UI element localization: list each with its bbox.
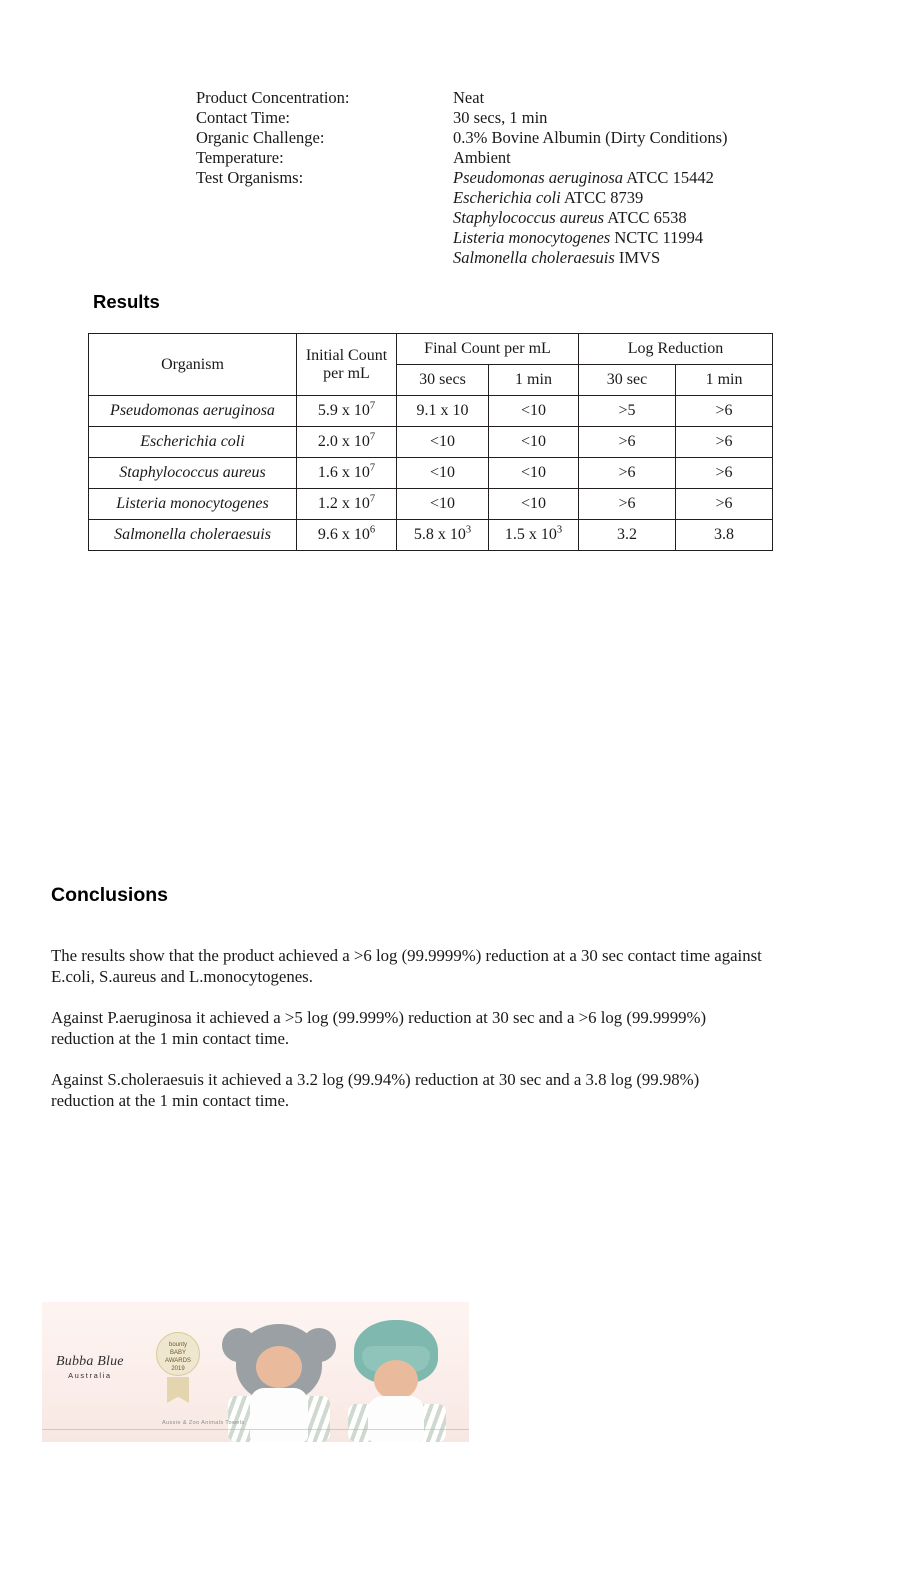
header-final-30secs: 30 secs [397, 365, 489, 396]
baby-body [368, 1396, 424, 1442]
header-initial-count-line1: Initial Count [305, 346, 388, 364]
parameter-value: 30 secs, 1 min [453, 108, 548, 127]
header-final-1min: 1 min [489, 365, 579, 396]
table-row [89, 520, 773, 551]
award-line-4: 2019 [171, 1366, 185, 1372]
test-organism-entry [453, 228, 856, 248]
test-parameters [196, 88, 856, 268]
test-organism-entry [453, 208, 856, 228]
cell-final-1min [489, 458, 579, 489]
conclusion-paragraph-1: The results show that the product achieved a >6 log (99.9999%) reduction at a 30 sec contact time against E.coli, S.aureus and L.monocytogenes. [51, 945, 762, 987]
parameter-value: Neat [453, 88, 485, 107]
cell-final-1min [489, 520, 579, 551]
cell-log-1min: 3.8 [676, 520, 773, 551]
results-table [88, 333, 773, 551]
value-mantissa: <10 [520, 402, 547, 419]
value-mantissa: 1.5 x 10 [504, 526, 557, 543]
product-banner-image [42, 1302, 469, 1442]
table-row [89, 489, 773, 520]
test-organism-entry [453, 248, 856, 268]
baby-face [256, 1346, 302, 1388]
organism-name: Escherichia coli [453, 188, 561, 207]
cell-final-30secs [397, 520, 489, 551]
cell-initial-count [297, 520, 397, 551]
cell-organism: Pseudomonas aeruginosa [89, 396, 297, 427]
header-log-1min: 1 min [676, 365, 773, 396]
parameter-row-test-organisms [196, 168, 856, 188]
cell-log-1min: >6 [676, 489, 773, 520]
organism-strain: ATCC 8739 [563, 188, 644, 207]
cell-log-30sec: >6 [579, 489, 676, 520]
banner-caption: Aussie & Zoo Animals Towels [162, 1420, 245, 1426]
results-table-wrapper [88, 333, 772, 551]
award-line-2: BABY [169, 1350, 186, 1356]
value-exponent: 7 [369, 400, 376, 412]
parameter-label: Contact Time: [196, 108, 290, 127]
parameter-row [196, 128, 856, 148]
value-mantissa: 9.6 x 10 [317, 526, 370, 543]
baby-crocodile-towel-photo [340, 1320, 452, 1442]
cell-log-1min: >6 [676, 427, 773, 458]
value-mantissa: <10 [520, 464, 547, 481]
parameter-label: Product Concentration: [196, 88, 350, 107]
value-mantissa: 9.1 x 10 [416, 402, 469, 419]
value-mantissa: <10 [429, 464, 456, 481]
parameter-value: Ambient [453, 148, 511, 167]
value-mantissa: <10 [520, 495, 547, 512]
baby-body [250, 1388, 308, 1442]
parameter-label: Organic Challenge: [196, 128, 325, 147]
brand-name: Bubba Blue [56, 1354, 124, 1369]
value-exponent: 3 [556, 524, 563, 536]
cell-organism: Salmonella choleraesuis [89, 520, 297, 551]
organism-name: Staphylococcus aureus [453, 208, 605, 227]
parameter-row [196, 108, 856, 128]
award-line-3: AWARDS [165, 1358, 191, 1364]
header-log-30sec: 30 sec [579, 365, 676, 396]
conclusions-heading: Conclusions [51, 884, 169, 906]
parameter-value: 0.3% Bovine Albumin (Dirty Conditions) [453, 128, 728, 147]
value-exponent: 3 [465, 524, 472, 536]
test-organism-entry [453, 188, 856, 208]
banner-baseline-divider [42, 1429, 469, 1430]
header-log-reduction: Log Reduction [579, 334, 773, 365]
cell-final-30secs [397, 458, 489, 489]
table-row [89, 458, 773, 489]
header-initial-count-line2: per mL [323, 364, 370, 382]
header-organism: Organism [89, 334, 297, 396]
results-heading: Results [93, 291, 160, 312]
cell-final-30secs [397, 427, 489, 458]
cell-initial-count [297, 427, 397, 458]
conclusion-paragraph-3: Against S.choleraesuis it achieved a 3.2 log (99.94%) reduction at 30 sec and a 3.8 log (99.98%) reduction at the 1 min contact time. [51, 1069, 700, 1111]
cell-organism: Staphylococcus aureus [89, 458, 297, 489]
organism-strain: NCTC 11994 [614, 228, 704, 247]
header-final-count: Final Count per mL [397, 334, 579, 365]
table-header-row [89, 334, 773, 365]
organism-name: Salmonella choleraesuis [453, 248, 615, 267]
award-line-1: bounty [168, 1342, 187, 1348]
organism-name: Listeria monocytogenes [453, 228, 611, 247]
organism-strain: ATCC 15442 [626, 168, 714, 187]
header-initial-count [297, 334, 397, 396]
cell-final-1min [489, 396, 579, 427]
award-circle [156, 1332, 200, 1376]
cell-organism: Listeria monocytogenes [89, 489, 297, 520]
cell-final-1min [489, 489, 579, 520]
baby-face [374, 1360, 418, 1400]
value-mantissa: 1.2 x 10 [317, 495, 370, 512]
value-exponent: 7 [369, 462, 376, 474]
brand-logo [56, 1354, 124, 1380]
value-mantissa: <10 [429, 495, 456, 512]
value-exponent: 7 [369, 493, 376, 505]
table-row [89, 427, 773, 458]
value-mantissa: 2.0 x 10 [317, 433, 370, 450]
award-ribbon-icon [167, 1377, 189, 1403]
award-badge-icon [152, 1332, 204, 1402]
brand-country: Australia [68, 1371, 112, 1380]
parameter-row [196, 148, 856, 168]
cell-final-1min [489, 427, 579, 458]
cell-log-30sec: >6 [579, 458, 676, 489]
conclusion-paragraph-2: Against P.aeruginosa it achieved a >5 log (99.999%) reduction at 30 sec and a >6 log (99.9999%) reduction at the 1 min contact time. [51, 1007, 707, 1049]
parameter-label: Temperature: [196, 148, 284, 167]
cell-initial-count [297, 396, 397, 427]
cell-initial-count [297, 458, 397, 489]
cell-log-30sec: 3.2 [579, 520, 676, 551]
cell-log-1min: >6 [676, 396, 773, 427]
parameter-row [196, 88, 856, 108]
value-mantissa: 1.6 x 10 [317, 464, 370, 481]
value-exponent: 6 [369, 524, 376, 536]
organism-name: Pseudomonas aeruginosa [453, 168, 624, 187]
cell-final-30secs [397, 396, 489, 427]
cell-log-1min: >6 [676, 458, 773, 489]
value-mantissa: <10 [520, 433, 547, 450]
cell-final-30secs [397, 489, 489, 520]
parameter-label: Test Organisms: [196, 168, 304, 187]
test-organism-entry [453, 168, 856, 188]
value-mantissa: 5.9 x 10 [317, 402, 370, 419]
cell-initial-count [297, 489, 397, 520]
cell-log-30sec: >6 [579, 427, 676, 458]
cell-log-30sec: >5 [579, 396, 676, 427]
organism-strain: IMVS [618, 248, 661, 267]
value-exponent: 7 [369, 431, 376, 443]
cell-organism: Escherichia coli [89, 427, 297, 458]
table-row [89, 396, 773, 427]
value-mantissa: 5.8 x 10 [413, 526, 466, 543]
value-mantissa: <10 [429, 433, 456, 450]
organism-strain: ATCC 6538 [607, 208, 687, 227]
